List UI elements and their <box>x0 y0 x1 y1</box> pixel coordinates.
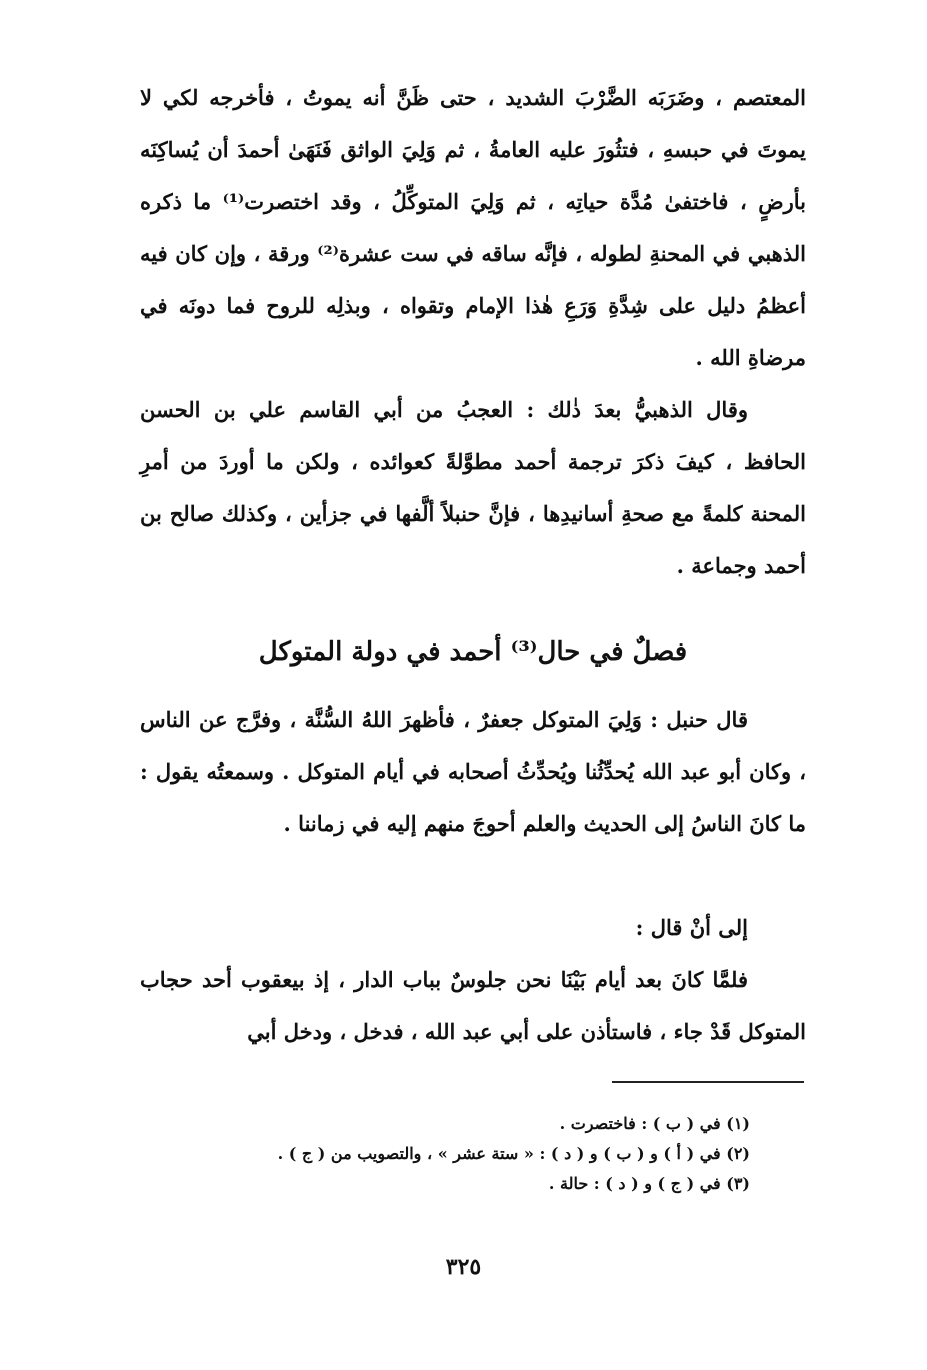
footnote-divider <box>612 1081 804 1083</box>
paragraph-1 <box>140 72 806 384</box>
paragraph-2-text: وقال الذهبيُّ بعدَ ذٰلك : العجبُ من أبي القاسم علي بن الحسن الحافظ ، كيفَ ذكرَ ترجمة أحمد مطوَّلةً كعوائده ، ولكن ما أوردَ من أمرِ المحنة كلمةً مع صحةِ أسانيدِها ، فإنَّ حنبلاً ألَّفها في جزأين ، وكذلك صالح بن أحمد وجماعة . <box>140 397 806 578</box>
footnote-1: (١) في ( ب ) : فاختصرت . <box>559 1114 750 1133</box>
footnotes <box>140 1109 750 1199</box>
paragraph-4 <box>140 902 806 954</box>
paragraph-5 <box>140 954 806 1058</box>
paragraph-1-text: المعتصم ، وضَرَبَه الضَّرْبَ الشديد ، حتى ظَنَّ أنه يموتُ ، فأخرجه لكي لا يموتَ في حبسهِ ، فتثُورَ عليه العامةُ ، ثم وَلِيَ الواثق فَنَهَىٰ أحمدَ أن يُساكِنَه بأرضٍ ، فاختفىٰ مُدَّة حياتِه ، ثم وَلِيَ المتوكِّلُ ، وقد اختصرت⁽¹⁾ ما ذكره الذهبي في المحنةِ لطوله ، فإنَّه ساقه في ست عشرة⁽²⁾ ورقة ، وإن كان فيه أعظمُ دليل على شِدَّةِ وَرَعِ هٰذا الإمام وتقواه ، وبذلِه للروح فما دونَه في مرضاةِ الله . <box>140 85 806 370</box>
paragraph-4-text: إلى أنْ قال : <box>635 915 748 940</box>
page-number: ٣٢٥ <box>445 1254 482 1280</box>
paragraph-2 <box>140 384 806 592</box>
footnote-3: (٣) في ( ج ) و ( د ) : حالة . <box>548 1174 750 1193</box>
section-heading: فصلٌ في حال⁽³⁾ أحمد في دولة المتوكل <box>258 637 688 667</box>
paragraph-5-text: فلمَّا كانَ بعد أيام بَيْنَا نحن جلوسٌ بباب الدار ، إذ بيعقوب أحد حجاب المتوكل قَدْ جاء ، فاستأذن على أبي عبد الله ، فدخل ، ودخل أبي <box>140 967 806 1044</box>
paragraph-3 <box>140 694 806 850</box>
paragraph-3-text: قال حنبل : وَلِيَ المتوكل جعفرٌ ، فأظهرَ اللهُ السُّنَّة ، وفرَّج عن الناس ، وكان أبو عبد الله يُحدِّثُنا ويُحدِّثُ أصحابه في أيام المتوكل . وسمعتُه يقول : ما كانَ الناسُ إلى الحديث والعلم أحوجَ منهم إليه في زماننا . <box>140 707 806 836</box>
footnote-2: (٢) في ( أ ) و ( ب ) و ( د ) : « ستة عشر » ، والتصويب من ( ج ) . <box>277 1144 750 1163</box>
